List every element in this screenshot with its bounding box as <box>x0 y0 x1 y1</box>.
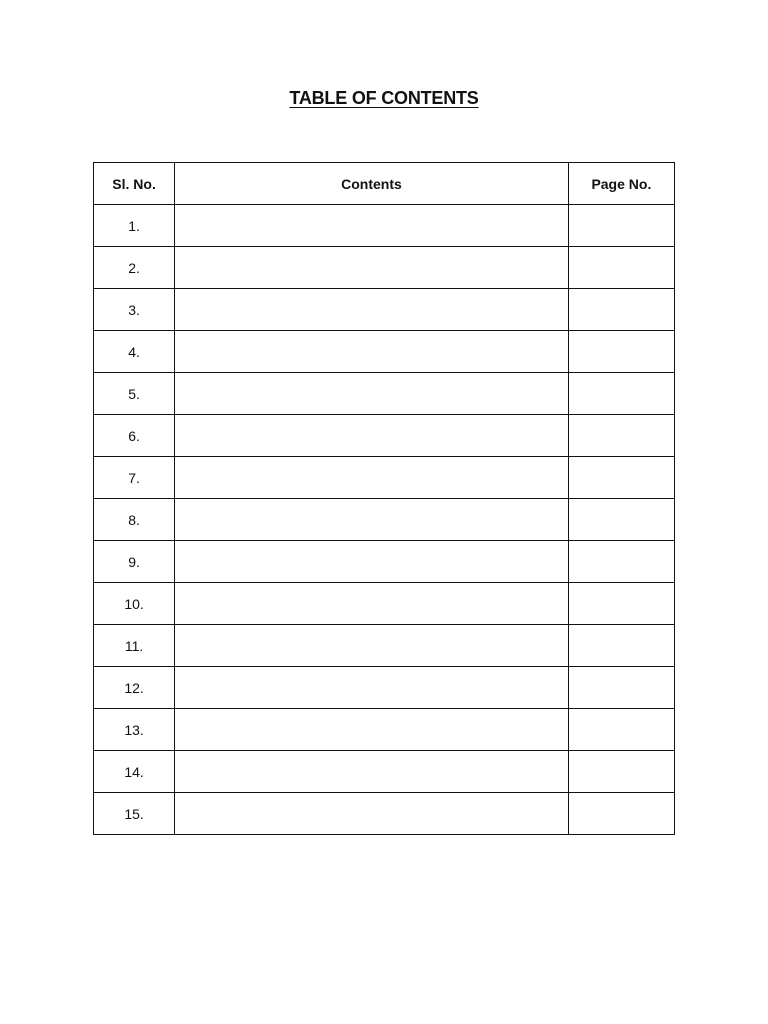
cell-contents <box>175 541 569 583</box>
cell-page-no <box>568 205 674 247</box>
cell-contents <box>175 289 569 331</box>
header-contents: Contents <box>175 163 569 205</box>
cell-contents <box>175 709 569 751</box>
table-row <box>94 457 675 499</box>
cell-page-no <box>568 625 674 667</box>
cell-sl-no: 12. <box>94 667 175 709</box>
cell-contents <box>175 793 569 835</box>
table-row <box>94 751 675 793</box>
cell-sl-no: 11. <box>94 625 175 667</box>
cell-contents <box>175 583 569 625</box>
table-row <box>94 289 675 331</box>
cell-page-no <box>568 499 674 541</box>
cell-contents <box>175 499 569 541</box>
cell-page-no <box>568 793 674 835</box>
cell-sl-no: 2. <box>94 247 175 289</box>
table-row <box>94 415 675 457</box>
table-row <box>94 793 675 835</box>
cell-page-no <box>568 709 674 751</box>
table-body <box>94 205 675 835</box>
table-row <box>94 667 675 709</box>
cell-page-no <box>568 331 674 373</box>
cell-sl-no: 5. <box>94 373 175 415</box>
page-title: TABLE OF CONTENTS <box>289 88 479 108</box>
cell-sl-no: 7. <box>94 457 175 499</box>
cell-page-no <box>568 457 674 499</box>
cell-sl-no: 9. <box>94 541 175 583</box>
cell-sl-no: 13. <box>94 709 175 751</box>
table-row <box>94 205 675 247</box>
cell-page-no <box>568 583 674 625</box>
cell-page-no <box>568 541 674 583</box>
cell-contents <box>175 625 569 667</box>
cell-page-no <box>568 415 674 457</box>
cell-contents <box>175 205 569 247</box>
header-sl-no: Sl. No. <box>94 163 175 205</box>
cell-contents <box>175 457 569 499</box>
cell-sl-no: 3. <box>94 289 175 331</box>
cell-contents <box>175 667 569 709</box>
cell-page-no <box>568 751 674 793</box>
cell-sl-no: 4. <box>94 331 175 373</box>
table-row <box>94 709 675 751</box>
table-row <box>94 541 675 583</box>
table-row <box>94 583 675 625</box>
cell-contents <box>175 331 569 373</box>
cell-sl-no: 10. <box>94 583 175 625</box>
cell-sl-no: 14. <box>94 751 175 793</box>
toc-table <box>93 162 675 835</box>
cell-contents <box>175 751 569 793</box>
cell-contents <box>175 373 569 415</box>
header-page-no: Page No. <box>568 163 674 205</box>
table-row <box>94 331 675 373</box>
cell-page-no <box>568 289 674 331</box>
table-header-row <box>94 163 675 205</box>
cell-sl-no: 8. <box>94 499 175 541</box>
cell-sl-no: 1. <box>94 205 175 247</box>
table-row <box>94 499 675 541</box>
cell-sl-no: 6. <box>94 415 175 457</box>
cell-contents <box>175 247 569 289</box>
cell-sl-no: 15. <box>94 793 175 835</box>
table-row <box>94 373 675 415</box>
table-row <box>94 247 675 289</box>
cell-contents <box>175 415 569 457</box>
cell-page-no <box>568 373 674 415</box>
cell-page-no <box>568 247 674 289</box>
cell-page-no <box>568 667 674 709</box>
table-row <box>94 625 675 667</box>
